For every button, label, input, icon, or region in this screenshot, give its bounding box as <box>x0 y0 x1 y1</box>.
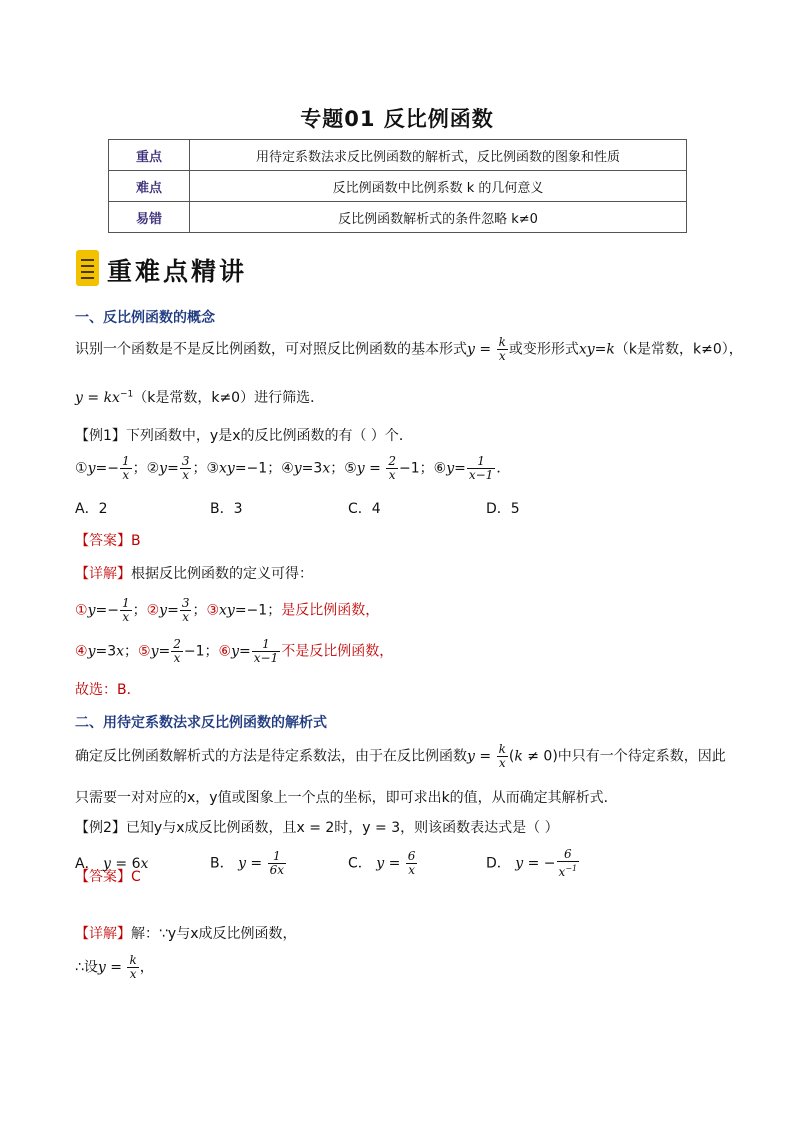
notebook-icon <box>76 250 99 286</box>
option-b: B． y = $\frac{1}{6x}$ <box>210 849 285 877</box>
table-value: 反比例函数解析式的条件忽略 k≠0 <box>190 202 687 233</box>
option-d: D．5 <box>486 501 520 517</box>
table-row <box>109 202 687 233</box>
table-row <box>109 140 687 171</box>
option-a: A．2 <box>75 501 108 517</box>
detail-items-1: ①y=− $\frac{1}{x}$ ；②y= $\frac{3}{x}$ ；③xy=−1；是反比例函数， <box>75 596 380 624</box>
table-key: 易错 <box>109 202 190 233</box>
conclusion: 故选：B． <box>75 682 141 698</box>
table-row <box>109 171 687 202</box>
paragraph: 确定反比例函数解析式的方法是待定系数法，由于在反比例函数y = $\frac{k}{x}$ (k ≠ 0)中只有一个待定系数，因此 <box>75 742 726 770</box>
answer-line: 【答案】B <box>75 533 141 549</box>
paragraph: 只需要一对对应的x，y值或图象上一个点的坐标，即可求出k的值，从而确定其解析式． <box>75 790 618 806</box>
detail-items-2: ④y=3x；⑤y= $\frac{2}{x}$ −1；⑥y= $\frac{1}{x-1}$ 不是反比例函数， <box>75 637 394 665</box>
answer-line: 【答案】C <box>75 869 141 885</box>
table-key: 难点 <box>109 171 190 202</box>
table-key: 重点 <box>109 140 190 171</box>
example-question: 【例2】已知y与x成反比例函数，且x = 2时，y = 3，则该函数表达式是（ ） <box>75 820 559 836</box>
banner-title: 重难点精讲 <box>107 257 248 286</box>
option-c: C．4 <box>348 501 381 517</box>
table-value: 反比例函数中比例系数 k 的几何意义 <box>190 171 687 202</box>
option-c: C． y = $\frac{6}{x}$ <box>348 849 416 877</box>
option-d: D． y = − $\frac{6}{x^{-1}}$ <box>486 847 578 879</box>
example-items: ①y=− $\frac{1}{x}$ ；②y= $\frac{3}{x}$ ；③xy=−1；④y=3x；⑤y = $\frac{2}{x}$ −1；⑥y= $\frac{1}{x-1}$ ． <box>75 454 511 482</box>
detail-line: 【详解】根据反比例函数的定义可得： <box>75 566 313 582</box>
example-question: 【例1】下列函数中，y是x的反比例函数的有（ ）个． <box>75 428 413 444</box>
paragraph: $y = kx^{-1}(k$是常数，k≠0）进行筛选． <box>75 389 325 406</box>
focus-table <box>108 139 687 233</box>
option-a: A． y = 6x <box>75 856 149 872</box>
option-b: B．3 <box>210 501 243 517</box>
page-title: 专题01 反比例函数 <box>300 107 494 131</box>
detail-line: 【详解】解：∵y与x成反比例函数， <box>75 926 297 942</box>
section-heading: 一、反比例函数的概念 <box>75 310 215 326</box>
paragraph: 识别一个函数是不是反比例函数，可对照反比例函数的基本形式y = $\frac{k}{x}$ 或变形形式xy=k（k是常数，k≠0）， <box>75 335 743 363</box>
table-value: 用待定系数法求反比例函数的解析式，反比例函数的图象和性质 <box>190 140 687 171</box>
detail-step: ∴设y = $\frac{k}{x}$ ， <box>75 953 154 981</box>
section-heading: 二、用待定系数法求反比例函数的解析式 <box>75 715 327 731</box>
